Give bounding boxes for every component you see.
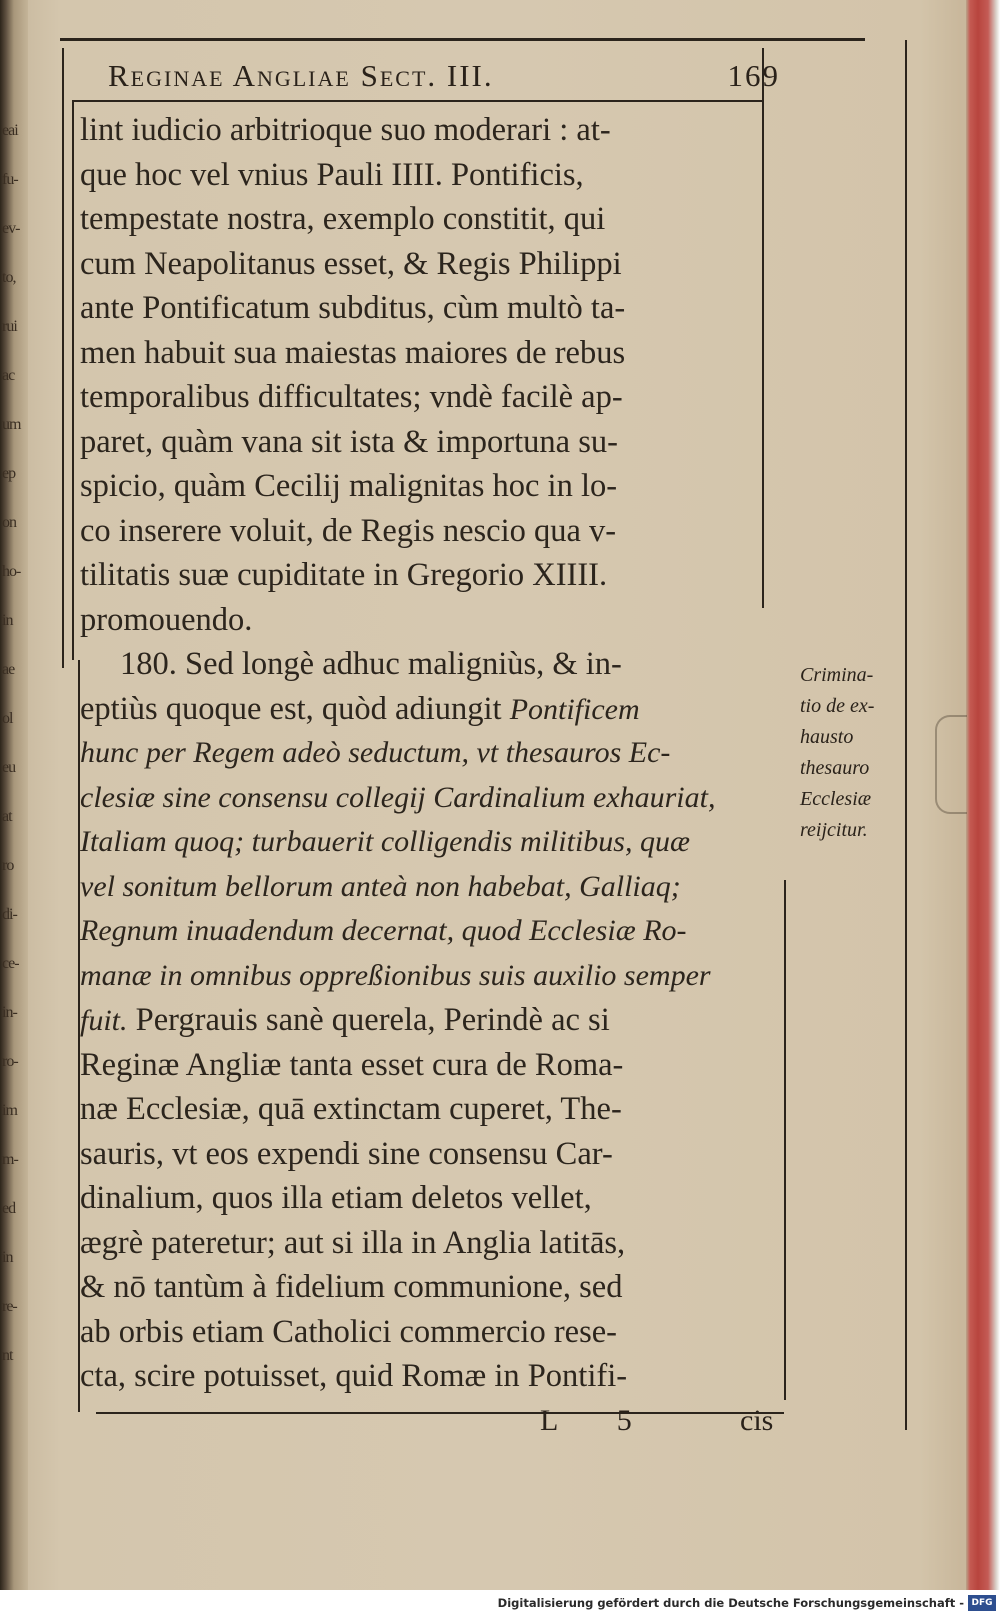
margin-note-line: reijcitur. bbox=[800, 819, 868, 841]
edge-fragment: ae bbox=[2, 661, 15, 678]
text-line: clesiæ sine consensu collegij Cardinalium exhauriat, bbox=[80, 780, 716, 814]
text-line: tilitatis suæ cupiditate in Gregorio XIIII. bbox=[80, 557, 608, 593]
text-line: 180. Sed longè adhuc maligniùs, & in- bbox=[120, 646, 622, 682]
catchword: cis bbox=[740, 1404, 774, 1437]
text-line: vel sonitum bellorum anteà non habebat, Galliaq; bbox=[80, 869, 681, 903]
edge-fragment: rui bbox=[2, 318, 17, 335]
text-line: men habuit sua maiestas maiores de rebus bbox=[80, 334, 626, 371]
text-line: promouendo. bbox=[80, 601, 253, 638]
text-line: dinalium, quos illa etiam deletos vellet, bbox=[80, 1180, 592, 1216]
edge-fragment: on bbox=[2, 514, 16, 531]
edge-fragment: to, bbox=[2, 269, 16, 286]
text-line: cum Neapolitanus esset, & Regis Philippi bbox=[80, 245, 622, 282]
edge-fragment: in- bbox=[2, 1004, 17, 1021]
book-edge bbox=[966, 0, 1000, 1590]
text-line: paret, quàm vana sit ista & importuna su- bbox=[80, 423, 618, 460]
text-line: fuit. Pergrauis sanè querela, Perindè ac si bbox=[80, 1002, 610, 1038]
edge-fragment: in bbox=[2, 1249, 13, 1266]
text-line: ægrè pateretur; aut si illa in Anglia latitās, bbox=[80, 1224, 626, 1261]
edge-fragment: eu bbox=[2, 759, 16, 776]
edge-fragment: re- bbox=[2, 1298, 17, 1315]
edge-fragment: nt bbox=[2, 1347, 13, 1364]
running-head: Reginae Angliae Sect. III. bbox=[108, 58, 494, 93]
previous-page-edge bbox=[0, 0, 28, 1590]
text-line: manæ in omnibus oppreßionibus suis auxilio semper bbox=[80, 958, 711, 992]
text-line: sauris, vt eos expendi sine consensu Car- bbox=[80, 1135, 613, 1172]
edge-fragment: eai bbox=[2, 122, 18, 139]
edge-fragment: um bbox=[2, 416, 21, 433]
edge-fragment: m- bbox=[2, 1151, 18, 1168]
edge-fragment: di- bbox=[2, 906, 17, 923]
dfg-logo: DFG bbox=[968, 1595, 996, 1611]
page-footer bbox=[80, 1404, 800, 1444]
page-number: 169 bbox=[727, 58, 780, 93]
running-header bbox=[100, 58, 780, 98]
text-line: que hoc vel vnius Pauli IIII. Pontificis, bbox=[80, 156, 584, 193]
funding-credit: Digitalisierung gefördert durch die Deutsche Forschungsgemeinschaft - bbox=[497, 1596, 964, 1610]
page-tab-shadow bbox=[935, 715, 967, 814]
margin-note-line: hausto bbox=[800, 726, 854, 748]
edge-fragment: ho- bbox=[2, 563, 21, 580]
margin-note-line: thesauro bbox=[800, 757, 870, 779]
text-line: Italiam quoq; turbauerit colligendis militibus, quæ bbox=[80, 825, 690, 858]
edge-fragment: at bbox=[2, 808, 12, 825]
edge-fragment: ro bbox=[2, 857, 14, 874]
edge-fragment: ed bbox=[2, 1200, 16, 1217]
margin-note-line: Ecclesiæ bbox=[800, 788, 872, 810]
text-line: cta, scire potuisset, quid Romæ in Pontifi- bbox=[80, 1358, 628, 1394]
text-line: Regnum inuadendum decernat, quod Ecclesiæ Ro- bbox=[80, 914, 687, 947]
text-line: co inserere voluit, de Regis nescio qua v- bbox=[80, 512, 617, 549]
text-line: hunc per Regem adeò seductum, vt thesauros Ec- bbox=[80, 736, 671, 769]
credit-bar bbox=[0, 1590, 1000, 1618]
margin-note bbox=[800, 660, 940, 846]
edge-fragment: ac bbox=[2, 367, 15, 384]
edge-fragment: ol bbox=[2, 710, 13, 727]
text-line: næ Ecclesiæ, quā extinctam cuperet, The- bbox=[80, 1091, 622, 1127]
text-line: ab orbis etiam Catholici commercio rese- bbox=[80, 1313, 617, 1350]
signature-mark: L 5 bbox=[540, 1404, 658, 1437]
margin-note-line: Crimina- bbox=[800, 664, 874, 686]
text-line: tempestate nostra, exemplo constitit, qui bbox=[80, 201, 606, 237]
text-line: Reginæ Angliæ tanta esset cura de Roma- bbox=[80, 1046, 624, 1083]
text-line: ante Pontificatum subditus, cùm multò ta- bbox=[80, 290, 626, 326]
margin-note-line: tio de ex- bbox=[800, 695, 875, 717]
text-line: spicio, quàm Cecilij malignitas hoc in lo- bbox=[80, 468, 618, 504]
text-line: temporalibus difficultates; vndè facilè ap- bbox=[80, 379, 623, 415]
text-line: lint iudicio arbitrioque suo moderari : at- bbox=[80, 112, 611, 148]
edge-fragment: ce- bbox=[2, 955, 19, 972]
text-line: & nō tantùm à fidelium communione, sed bbox=[80, 1269, 623, 1305]
text-line: eptiùs quoque est, quòd adiungit Pontificem bbox=[80, 690, 640, 727]
edge-fragment: im bbox=[2, 1102, 17, 1119]
body-text bbox=[80, 108, 780, 1399]
edge-fragment: in bbox=[2, 612, 13, 629]
edge-fragment: ev- bbox=[2, 220, 20, 237]
edge-fragment: fu- bbox=[2, 171, 18, 188]
edge-fragment: ep bbox=[2, 465, 16, 482]
edge-fragment: ro- bbox=[2, 1053, 18, 1070]
